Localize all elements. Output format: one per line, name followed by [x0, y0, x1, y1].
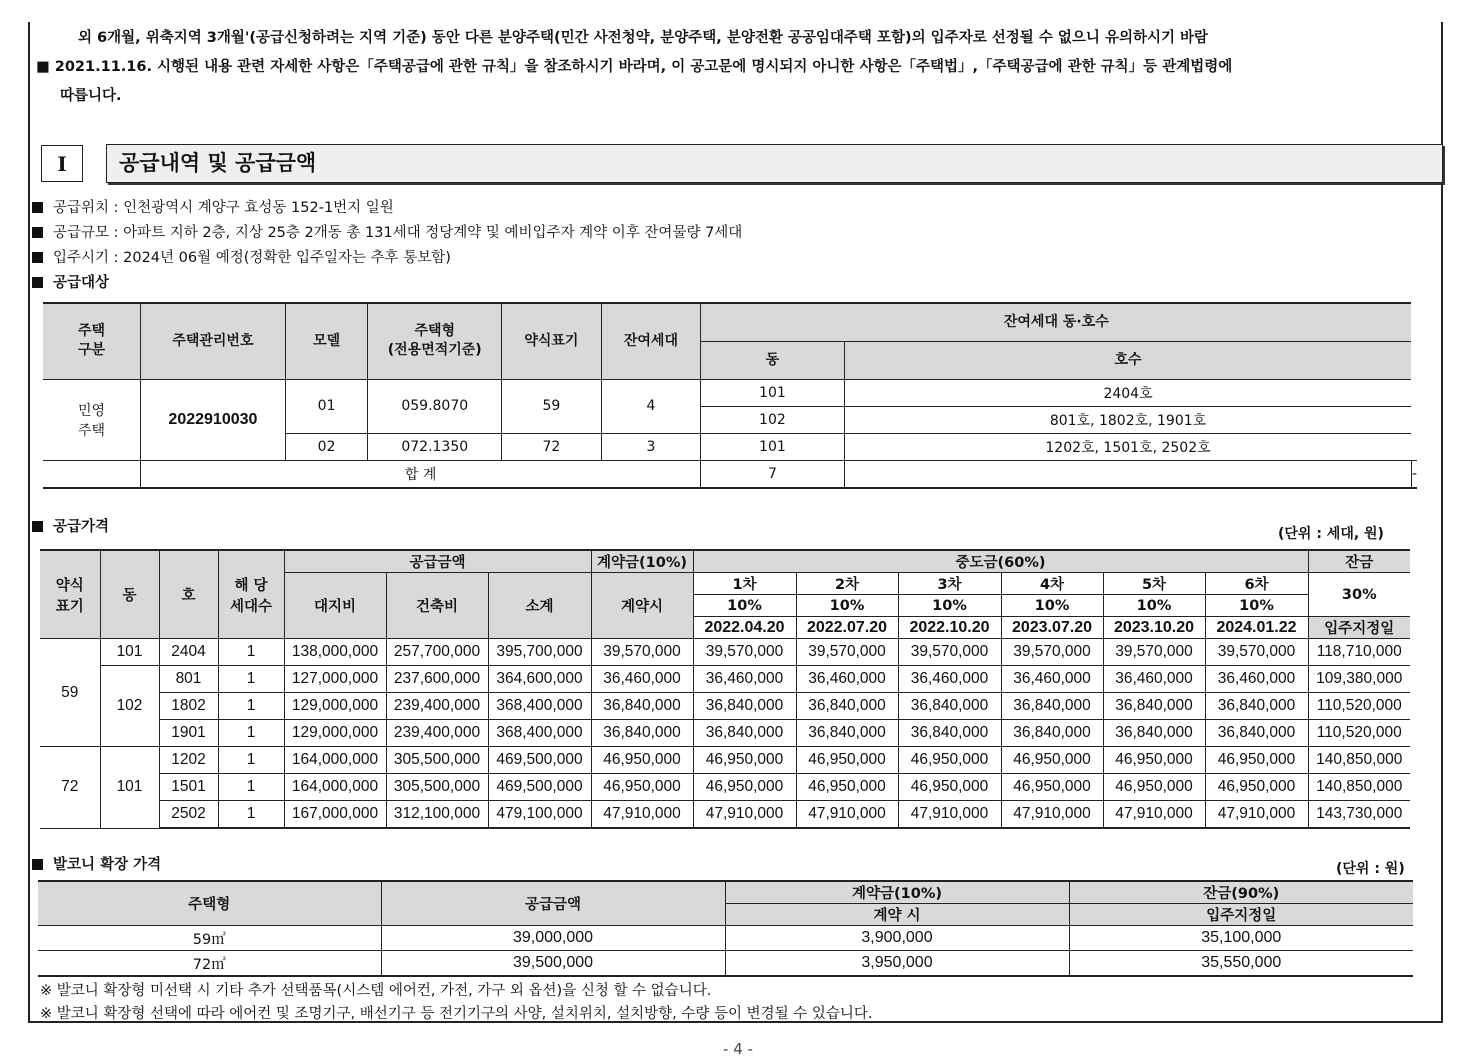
short-cell: 72: [40, 747, 100, 829]
header-installment-pct: 10%: [1001, 595, 1103, 617]
header-installment-date: 2022.07.20: [796, 617, 898, 639]
land-cell: 138,000,000: [284, 639, 386, 666]
header-installment-name: 5차: [1103, 573, 1205, 595]
building-cell: 312,100,000: [386, 801, 488, 829]
model-cell: 01: [285, 379, 368, 433]
balance-cell: 140,850,000: [1308, 774, 1410, 801]
installment-cell: 47,910,000: [796, 801, 898, 829]
remaining-cell: 4: [601, 379, 701, 433]
installment-cell: 46,950,000: [1001, 747, 1103, 774]
installment-cell: 47,910,000: [1205, 801, 1308, 829]
type-cell: 민영 주택: [43, 379, 141, 460]
balcony-note-2: ※ 발코니 확장형 선택에 따라 에어컨 및 조명기구, 배선기구 등 전기기구의 사양, 설치위치, 설치방향, 수량 등이 변경될 수 있습니다.: [40, 1006, 873, 1022]
section-number: I: [41, 145, 83, 182]
installment-cell: 46,950,000: [693, 747, 796, 774]
dong-cell: 101: [701, 379, 844, 406]
square-bullet-icon: [32, 859, 43, 870]
square-bullet-icon: [32, 227, 43, 238]
header-middle-group: 중도금(60%): [693, 550, 1308, 573]
intro-line-3: 따릅니다.: [60, 88, 122, 104]
subtotal-cell: 469,500,000: [488, 747, 591, 774]
header-short: 약식 표기: [40, 550, 100, 639]
installment-cell: 39,570,000: [796, 639, 898, 666]
contract-cell: 36,840,000: [591, 693, 693, 720]
dong-cell: 102: [701, 406, 844, 433]
ho-cell: 801: [159, 666, 218, 693]
count-cell: 1: [218, 747, 284, 774]
header-installment-date: 2024.01.22: [1205, 617, 1308, 639]
installment-cell: 47,910,000: [693, 801, 796, 829]
target-heading-text: 공급대상: [53, 275, 110, 291]
header-short: 약식표기: [502, 303, 602, 379]
info-location: [32, 198, 394, 218]
count-cell: 1: [218, 720, 284, 747]
installment-cell: 36,840,000: [1001, 720, 1103, 747]
table-row: [40, 720, 1410, 747]
header-land: 대지비: [284, 573, 386, 639]
balcony-table: [38, 880, 1413, 977]
info-scale: [32, 223, 742, 243]
land-cell: 127,000,000: [284, 666, 386, 693]
supply-cell: 39,500,000: [381, 951, 725, 977]
subtotal-cell: 469,500,000: [488, 774, 591, 801]
price-table: [40, 549, 1410, 829]
installment-cell: 36,840,000: [1103, 693, 1205, 720]
installment-cell: 46,950,000: [898, 747, 1001, 774]
balance-cell: 35,550,000: [1069, 951, 1413, 977]
balcony-unit: (단위 : 원): [1336, 861, 1405, 877]
count-cell: 1: [218, 639, 284, 666]
header-installment-date: 2022.04.20: [693, 617, 796, 639]
header-contract-time: 계약시: [591, 573, 693, 639]
short-cell: 59: [40, 639, 100, 747]
installment-cell: 36,460,000: [898, 666, 1001, 693]
empty-cell: [43, 460, 141, 488]
total-ho: -: [1411, 460, 1417, 488]
header-installment-name: 6차: [1205, 573, 1308, 595]
installment-cell: 46,950,000: [898, 774, 1001, 801]
total-row: [43, 460, 1417, 488]
short-cell: 59: [502, 379, 602, 433]
supply-target-table: [43, 302, 1417, 489]
contract-cell: 46,950,000: [591, 774, 693, 801]
header-type: 주택형: [38, 881, 381, 926]
table-row: [40, 693, 1410, 720]
subtotal-cell: 368,400,000: [488, 720, 591, 747]
count-cell: 1: [218, 774, 284, 801]
square-bullet-icon: [32, 252, 43, 263]
installment-cell: 46,950,000: [1103, 747, 1205, 774]
contract-cell: 36,460,000: [591, 666, 693, 693]
header-count: 해 당 세대수: [218, 550, 284, 639]
dong-cell: 102: [100, 666, 159, 747]
installment-cell: 39,570,000: [1103, 639, 1205, 666]
contract-cell: 3,900,000: [725, 926, 1069, 951]
installment-cell: 36,840,000: [796, 720, 898, 747]
header-building: 건축비: [386, 573, 488, 639]
header-installment-pct: 10%: [693, 595, 796, 617]
installment-cell: 36,460,000: [1205, 666, 1308, 693]
installment-cell: 36,840,000: [693, 693, 796, 720]
header-subtotal: 소계: [488, 573, 591, 639]
dong-cell: 101: [100, 639, 159, 666]
total-value: 7: [701, 460, 844, 488]
model-cell: 02: [285, 433, 368, 460]
balance-cell: 140,850,000: [1308, 747, 1410, 774]
header-balance-date: 입주지정일: [1308, 617, 1410, 639]
header-installment-date: 2023.07.20: [1001, 617, 1103, 639]
contract-cell: 46,950,000: [591, 747, 693, 774]
info-move-in-text: 입주시기 : 2024년 06월 예정(정확한 입주일자는 추후 통보함): [53, 250, 451, 266]
header-mgmt-no: 주택관리번호: [141, 303, 286, 379]
header-supply-group: 공급금액: [284, 550, 591, 573]
installment-cell: 46,950,000: [1205, 747, 1308, 774]
contract-cell: 47,910,000: [591, 801, 693, 829]
ho-cell: 2404호: [844, 379, 1411, 406]
info-move-in: [32, 248, 451, 268]
supply-cell: 39,000,000: [381, 926, 725, 951]
installment-cell: 36,840,000: [693, 720, 796, 747]
balance-cell: 110,520,000: [1308, 693, 1410, 720]
count-cell: 1: [218, 693, 284, 720]
balance-cell: 143,730,000: [1308, 801, 1410, 829]
land-cell: 164,000,000: [284, 774, 386, 801]
header-installment-pct: 10%: [1103, 595, 1205, 617]
header-installment-pct: 10%: [796, 595, 898, 617]
total-label: 합 계: [141, 460, 701, 488]
header-installment-pct: 10%: [898, 595, 1001, 617]
installment-cell: 39,570,000: [1001, 639, 1103, 666]
installment-cell: 36,840,000: [1001, 693, 1103, 720]
header-contract-time: 계약 시: [725, 904, 1069, 926]
installment-cell: 46,950,000: [796, 747, 898, 774]
header-installment-pct: 10%: [1205, 595, 1308, 617]
installment-cell: 47,910,000: [1103, 801, 1205, 829]
ho-cell: 1501: [159, 774, 218, 801]
info-location-text: 공급위치 : 인천광역시 계양구 효성동 152-1번지 일원: [53, 200, 394, 216]
header-units-group: 잔여세대 동·호수: [701, 303, 1412, 341]
page-number: - 4 -: [723, 1040, 753, 1058]
ho-cell: 1202호, 1501호, 2502호: [844, 433, 1411, 460]
building-cell: 305,500,000: [386, 747, 488, 774]
ho-cell: 2404: [159, 639, 218, 666]
empty-cell: [844, 460, 1411, 488]
installment-cell: 39,570,000: [898, 639, 1001, 666]
section-title: 공급내역 및 공급금액: [106, 144, 1443, 183]
table-row: [40, 774, 1410, 801]
count-cell: 1: [218, 666, 284, 693]
header-installment-name: 4차: [1001, 573, 1103, 595]
installment-cell: 36,840,000: [898, 720, 1001, 747]
intro-notice: [36, 24, 1436, 111]
balcony-note-1: ※ 발코니 확장형 미선택 시 기타 추가 선택품목(시스템 에어컨, 가전, 가구 외 옵션)을 신청 할 수 없습니다.: [40, 983, 712, 999]
building-cell: 239,400,000: [386, 720, 488, 747]
building-cell: 305,500,000: [386, 774, 488, 801]
balcony-heading-text: 발코니 확장 가격: [53, 857, 162, 873]
table-row: [38, 926, 1413, 951]
housing-type-cell: 059.8070: [368, 379, 502, 433]
header-dong: 동: [100, 550, 159, 639]
installment-cell: 36,840,000: [1205, 720, 1308, 747]
type-cell: 72㎡: [38, 951, 381, 977]
count-cell: 1: [218, 801, 284, 829]
ho-cell: 801호, 1802호, 1901호: [844, 406, 1411, 433]
price-heading: [32, 517, 109, 537]
header-supply: 공급금액: [381, 881, 725, 926]
housing-type-cell: 072.1350: [368, 433, 502, 460]
table-row: [40, 801, 1410, 829]
installment-cell: 36,840,000: [898, 693, 1001, 720]
header-balance-group: 잔금(90%): [1069, 881, 1413, 904]
installment-cell: 46,950,000: [1205, 774, 1308, 801]
building-cell: 239,400,000: [386, 693, 488, 720]
intro-line-2: ■ 2021.11.16. 시행된 내용 관련 자세한 사항은「주택공급에 관한 규칙」을 참조하시기 바라며, 이 공고문에 명시되지 아니한 사항은「주택법」,「주택공급에 관한 규칙」등 관계법령에: [36, 59, 1233, 75]
square-bullet-icon: [32, 202, 43, 213]
dong-cell: 101: [100, 747, 159, 829]
installment-cell: 39,570,000: [1205, 639, 1308, 666]
balance-cell: 35,100,000: [1069, 926, 1413, 951]
short-cell: 72: [502, 433, 602, 460]
ho-cell: 1901: [159, 720, 218, 747]
header-contract-group: 계약금(10%): [725, 881, 1069, 904]
header-contract-group: 계약금(10%): [591, 550, 693, 573]
subtotal-cell: 395,700,000: [488, 639, 591, 666]
installment-cell: 36,840,000: [796, 693, 898, 720]
table-row: [40, 747, 1410, 774]
installment-cell: 36,460,000: [796, 666, 898, 693]
installment-cell: 46,950,000: [693, 774, 796, 801]
target-heading: [32, 273, 109, 293]
header-remaining: 잔여세대: [601, 303, 701, 379]
header-installment-date: 2023.10.20: [1103, 617, 1205, 639]
contract-cell: 39,570,000: [591, 639, 693, 666]
ho-cell: 1202: [159, 747, 218, 774]
header-installment-name: 1차: [693, 573, 796, 595]
header-housing-type: 주택형 (전용면적기준): [368, 303, 502, 379]
price-heading-text: 공급가격: [53, 519, 110, 535]
subtotal-cell: 364,600,000: [488, 666, 591, 693]
building-cell: 257,700,000: [386, 639, 488, 666]
header-ho: 호수: [844, 341, 1411, 379]
table-row: [38, 951, 1413, 977]
header-balance-pct: 30%: [1308, 573, 1410, 617]
header-ho: 호: [159, 550, 218, 639]
table-row: [43, 379, 1417, 406]
remaining-cell: 3: [601, 433, 701, 460]
installment-cell: 36,840,000: [1103, 720, 1205, 747]
installment-cell: 46,950,000: [796, 774, 898, 801]
intro-line-1: 외 6개월, 위축지역 3개월'(공급신청하려는 지역 기준) 동안 다른 분양주택(민간 사전청약, 분양주택, 분양전환 공공임대주택 포함)의 입주자로 선정될 수 없으니 유의하시기 바람: [78, 30, 1209, 46]
header-installment-date: 2022.10.20: [898, 617, 1001, 639]
installment-cell: 36,460,000: [693, 666, 796, 693]
installment-cell: 39,570,000: [693, 639, 796, 666]
ho-cell: 2502: [159, 801, 218, 829]
square-bullet-icon: [32, 277, 43, 288]
header-installment-name: 3차: [898, 573, 1001, 595]
contract-cell: 3,950,000: [725, 951, 1069, 977]
header-model: 모델: [285, 303, 368, 379]
balance-cell: 118,710,000: [1308, 639, 1410, 666]
subtotal-cell: 368,400,000: [488, 693, 591, 720]
ho-cell: 1802: [159, 693, 218, 720]
table-row: [40, 639, 1410, 666]
mgmt-no-cell: 2022910030: [141, 379, 286, 460]
dong-cell: 101: [701, 433, 844, 460]
table-row: [40, 666, 1410, 693]
installment-cell: 36,840,000: [1205, 693, 1308, 720]
header-balance-group: 잔금: [1308, 550, 1410, 573]
contract-cell: 36,840,000: [591, 720, 693, 747]
installment-cell: 47,910,000: [1001, 801, 1103, 829]
balcony-heading: [32, 855, 161, 875]
header-type: 주택 구분: [43, 303, 141, 379]
subtotal-cell: 479,100,000: [488, 801, 591, 829]
land-cell: 129,000,000: [284, 693, 386, 720]
installment-cell: 46,950,000: [1001, 774, 1103, 801]
installment-cell: 47,910,000: [898, 801, 1001, 829]
land-cell: 164,000,000: [284, 747, 386, 774]
header-dong: 동: [701, 341, 844, 379]
type-cell: 59㎡: [38, 926, 381, 951]
header-balance-date: 입주지정일: [1069, 904, 1413, 926]
square-bullet-icon: [32, 521, 43, 532]
header-installment-name: 2차: [796, 573, 898, 595]
building-cell: 237,600,000: [386, 666, 488, 693]
balance-cell: 109,380,000: [1308, 666, 1410, 693]
installment-cell: 46,950,000: [1103, 774, 1205, 801]
info-scale-text: 공급규모 : 아파트 지하 2층, 지상 25층 2개동 총 131세대 정당계약 및 예비입주자 계약 이후 잔여물량 7세대: [53, 225, 743, 241]
price-unit: (단위 : 세대, 원): [1278, 526, 1384, 542]
balance-cell: 110,520,000: [1308, 720, 1410, 747]
land-cell: 167,000,000: [284, 801, 386, 829]
land-cell: 129,000,000: [284, 720, 386, 747]
installment-cell: 36,460,000: [1103, 666, 1205, 693]
installment-cell: 36,460,000: [1001, 666, 1103, 693]
